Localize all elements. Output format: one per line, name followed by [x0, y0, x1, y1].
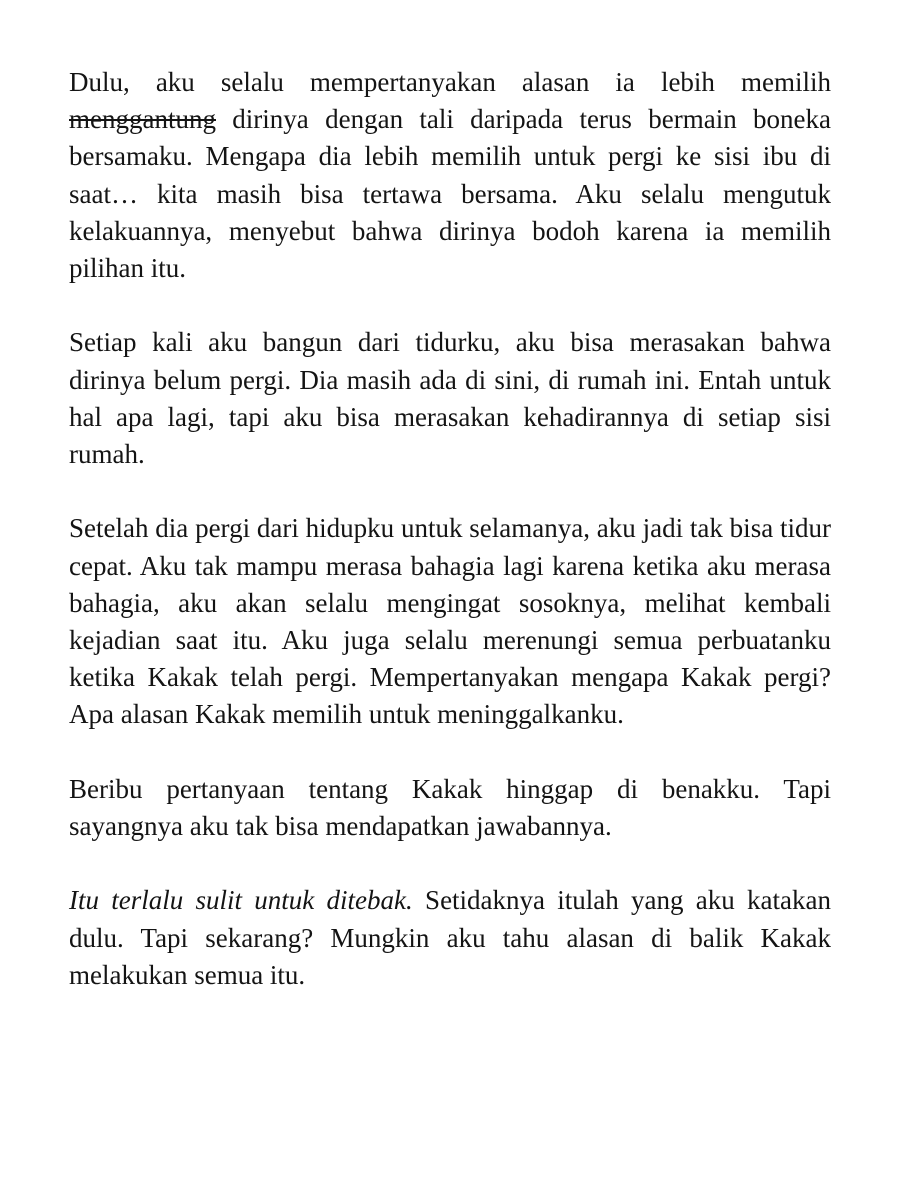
paragraph-5 — [69, 882, 831, 994]
document-body — [69, 64, 831, 994]
paragraph-1 — [69, 64, 831, 287]
struck-word: menggantung — [69, 104, 216, 135]
paragraph-4: Beribu pertanyaan tentang Kakak hinggap di benakku. Tapi sayangnya aku tak bisa mendapatkan jawabannya. — [69, 773, 831, 842]
italic-phrase: Itu terlalu sulit untuk ditebak. — [69, 885, 413, 916]
paragraph-3: Setelah dia pergi dari hidupku untuk selamanya, aku jadi tak bisa tidur cepat. Aku tak mampu merasa bahagia lagi karena ketika aku merasa bahagia, aku akan selalu mengingat sosoknya, melihat kembali kejadian saat itu. Aku juga selalu merenungi semua perbuatanku ketika Kakak telah pergi. Mempertanyakan mengapa Kakak pergi? Apa alasan Kakak memilih untuk meninggalkanku. — [69, 513, 831, 730]
paragraph-1-rest: dirinya dengan tali daripada terus bermain boneka bersamaku. Mengapa dia lebih memilih untuk pergi ke sisi ibu di saat… kita masih bisa tertawa bersama. Aku selalu mengutuk kelakuannya, menyebut bahwa dirinya bodoh karena ia memilih pilihan itu. — [69, 104, 831, 284]
paragraph-2: Setiap kali aku bangun dari tidurku, aku bisa merasakan bahwa dirinya belum pergi. Dia masih ada di sini, di rumah ini. Entah untuk hal apa lagi, tapi aku bisa merasakan kehadirannya di setiap sisi rumah. — [69, 327, 831, 470]
paragraph-5-rest: Setidaknya itulah yang aku katakan dulu. Tapi sekarang? Mungkin aku tahu alasan di balik Kakak melakukan semua itu. — [69, 885, 831, 990]
paragraph-1-start: Dulu, aku selalu mempertanyakan alasan ia lebih memilih — [69, 67, 831, 97]
